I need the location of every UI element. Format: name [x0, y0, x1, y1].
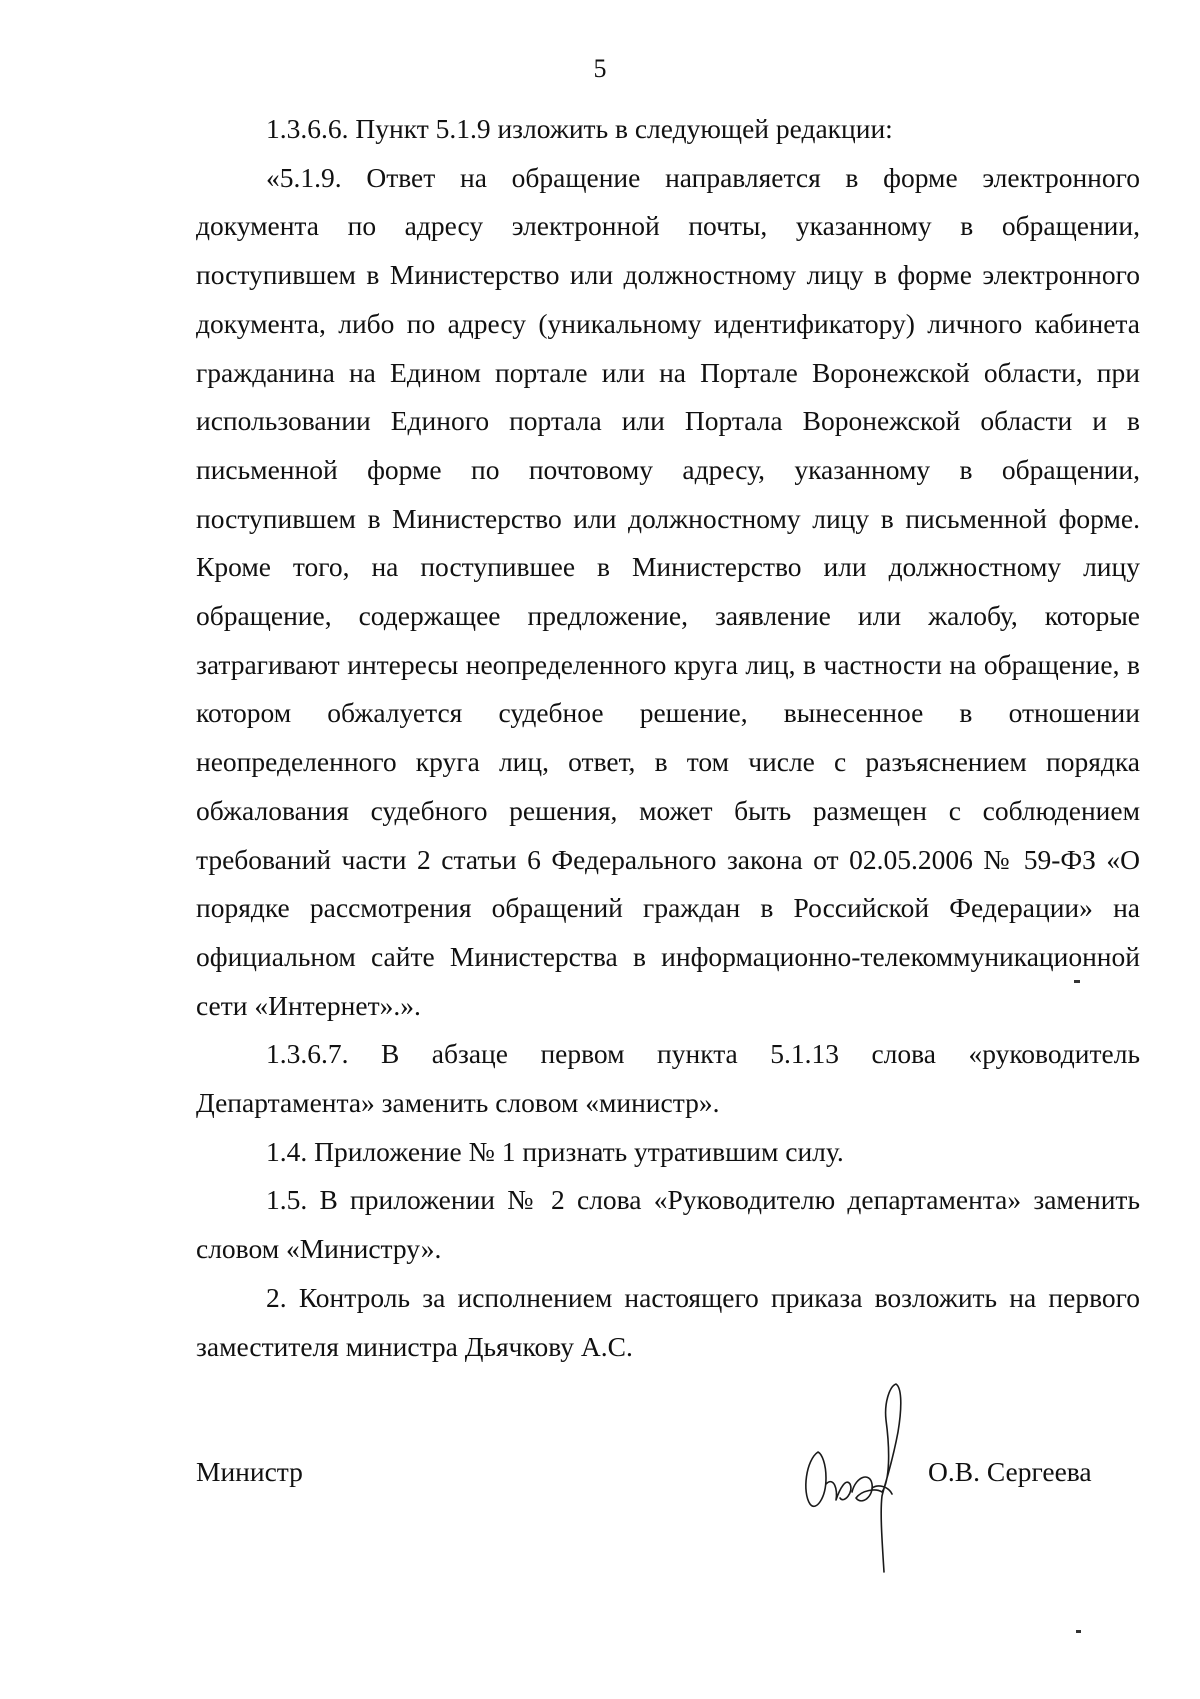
page-number: 5 [593, 54, 607, 83]
scan-speck [1074, 980, 1080, 983]
paragraph-1-3-6-7: 1.3.6.7. В абзаце первом пункта 5.1.13 слова «руководитель Департамента» заменить словом «министр». [196, 1038, 1140, 1119]
paragraph-5-1-9: «5.1.9. Ответ на обращение направляется в форме электронного документа по адресу электронной почты, указанному в обращении, поступившем в Министерство или должностному лицу в форме электронного документа, либо по адресу (уникальному идентификатору) личного кабинета гражданина на Едином портале или на Портале Воронежской области, при использовании Единого портала или Портала Воронежской области и в письменной форме по почтовому адресу, указанному в обращении, поступившем в Министерство или должностному лицу в письменной форме. Кроме того, на поступившее в Министерство или должностному лицу обращение, содержащее предложение, заявление или жалобу, которые затрагивают интересы неопределенного круга лиц, в частности на обращение, в котором обжалуется судебное решение, вынесенное в отношении неопределенного круга лиц, ответ, в том числе с разъяснением порядка обжалования судебного решения, может быть размещен с соблюдением требований части 2 статьи 6 Федерального закона от 02.05.2006 № 59-ФЗ «О порядке рассмотрения обращений граждан в Российской Федерации» на официальном сайте Министерства в информационно-телекоммуникационной сети «Интернет».». [196, 161, 1140, 1021]
signature-block [196, 1380, 1140, 1580]
document-body [196, 105, 1140, 1371]
paragraph-1-5: 1.5. В приложении № 2 слова «Руководителю департамента» заменить словом «Министру». [196, 1184, 1140, 1265]
paragraph-1-4: 1.4. Приложение № 1 признать утратившим силу. [266, 1135, 844, 1167]
paragraph-1-3-6-6: 1.3.6.6. Пункт 5.1.9 изложить в следующей редакции: [266, 113, 893, 144]
paragraph-2: 2. Контроль за исполнением настоящего приказа возложить на первого заместителя министра Дьячкову А.С. [196, 1281, 1140, 1362]
signatory-name: О.В. Сергеева [928, 1456, 1092, 1487]
handwritten-signature [786, 1380, 926, 1580]
scan-speck [1076, 1630, 1081, 1633]
signatory-position: Министр [196, 1456, 303, 1487]
